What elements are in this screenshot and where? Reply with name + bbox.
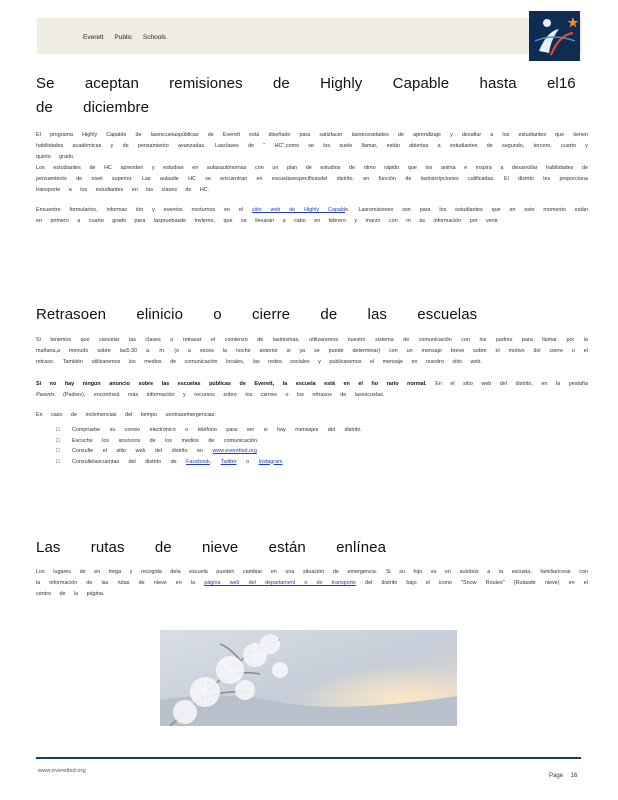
list-item: □ Escuche los anuncios de los medios de comunicación. [36, 436, 588, 447]
paragraph: El programa Highly Capable de lasescuelaspúblicas de Everett está diseñado para satisfacer lasnecesidades de aprendizaje y desafiar a los estudiantes que tienen habilidades académicas y de pensamiento avanzadas. Lasclases de " HC",como se los suele llamar, están abiertas a estudiantes de segundo, tercero, cuarto y quinto grado. [36, 132, 588, 160]
paragraph: Encuentre formularios, informac ión y eventos nocturnos en el sitio web de Highly Capable. Lasremisiones son para los estudiantes que en este momento están en primero a cuarto grado para laspruebasde invierno, que se llevarán a cabo en febrero y marzo con m ás información por venir. [36, 207, 588, 224]
logo-graphic [529, 11, 580, 61]
instagram-link[interactable]: Instagram [258, 458, 283, 465]
highly-capable-website-link[interactable]: sitio web de Highly Capabl [252, 207, 346, 213]
section-closures [36, 303, 588, 467]
district-logo [529, 11, 580, 61]
paragraph: Si no hay ningún anuncio sobre las escuelas públicas de Everett, la escuela está en el ho rario normal. En el sitio web del distrito, en la pestaña Parents (Padres), encontrará más información y recursos sobre los cierres o los retrasos de lasescuelas. [36, 381, 588, 398]
emergency-list [36, 425, 588, 467]
twitter-link[interactable]: Twitter [220, 458, 237, 465]
section-title: Retrasoen elinicio o cierre de las escuelas [36, 306, 478, 323]
header-org-name: Everett Public Schools [83, 34, 167, 41]
facebook-link[interactable]: Facebook [186, 458, 210, 465]
snowy-branch-photo [160, 630, 457, 726]
list-item: □ Consulte el sitio web del distrito en www.everettsd.org [36, 446, 588, 457]
section-title: Se aceptan remisiones de Highly Capable hasta el16 de diciembre [36, 75, 576, 116]
header-bar [37, 18, 582, 54]
district-website-link[interactable]: www.everettsd.org [212, 448, 257, 454]
photo-graphic [160, 630, 457, 726]
paragraph: En caso de inclemencias del tiempo ueotrasemergencias: [36, 412, 216, 418]
paragraph: Si tenemos que cancelar las clases o retrasar el comienzo de lasmismas, utilizaremos nuestro sistema de comunicación con los padres para llamar por la mañana,a menudo sobre las5:30 a. m. (o a veces la noche anterior si ya se puede determinar) con un mensaje breve sobre el motivo del cierre o el retraso. También utilizaremos los medios de comunicación locales, las redes sociales y publicaremos el mensaje en nuestro sitio web. [36, 337, 588, 365]
list-item: □ Compruebe su correo electrónico o teléfono para ver si hay mensajes del distrito. [36, 425, 588, 436]
paragraph: Los estudiantes de HC aprenden y estudian en aulasautónomas con un plan de estudios de ritmo rápido que los anima e inspira a desarrollar habilidades de pensamiento de nivel superior. Las aulasde HC se encuentran en escuelasespecíficasdel distrito, en función de lasinscripciones calificadas. El distrito les proporciona transporte a los estudiantes en las clases de HC. [36, 165, 588, 193]
page-number: Page 16 [549, 773, 578, 779]
transportation-page-link[interactable]: página web del departament o de transporte [204, 580, 356, 586]
section-highly-capable [36, 72, 588, 227]
paragraph: Los lugares de en trega y recogida dela escuela pueden cambiar en una situación de emergencia. Si su hijo va en autobús a la escuela, familiarícese con la información de las rutas de nieve en la página web del departament o de transporte del distrito bajo el icono "Snow Routes" (Rutasde nieve) en el centro de la página. [36, 569, 588, 597]
section-title: Las rutas de nieve están enlínea [36, 539, 387, 556]
section-snow-routes [36, 536, 588, 600]
footer-rule [36, 757, 581, 759]
list-item: □ Consultelascuentas del distrito de Facebook, Twitter o Instagram. [36, 457, 588, 468]
footer-website: www.everettsd.org [38, 768, 86, 774]
